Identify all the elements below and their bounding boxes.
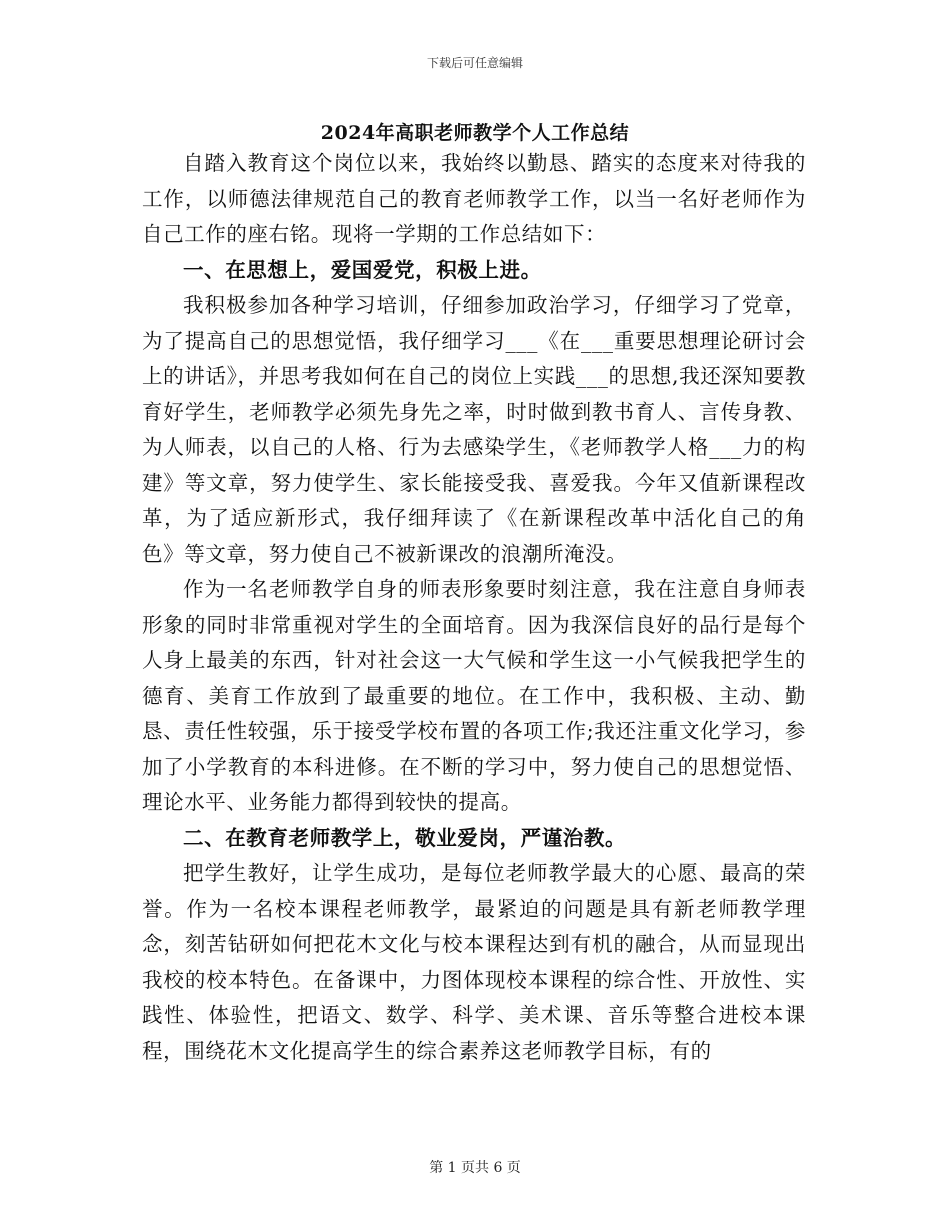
section-heading-1: 一、在思想上，爱国爱党，积极上进。 bbox=[183, 257, 542, 282]
section-heading-2: 二、在教育老师教学上，敬业爱岗，严谨治教。 bbox=[183, 825, 627, 850]
body-paragraph: 把学生教好，让学生成功，是每位老师教学最大的心愿、最高的荣誉。作为一名校本课程老师教学，最紧迫的问题是具有新老师教学理念，刻苦钻研如何把花木文化与校本课程达到有机的融合，从而显现出我校的校本特色。在备课中，力图体现校本课程的综合性、开放性、实践性、体验性，把语文、数学、科学、美术课、音乐等整合进校本课程，围绕花木文化提高学生的综合素养这老师教学目标，有的 bbox=[142, 861, 806, 1063]
document-title: 2024年高职老师教学个人工作总结 bbox=[320, 122, 630, 144]
body-paragraph: 作为一名老师教学自身的师表形象要时刻注意，我在注意自身师表形象的同时非常重视对学生的全面培育。因为我深信良好的品行是每个人身上最美的东西，针对社会这一大气候和学生这一小气候我把学生的德育、美育工作放到了最重要的地位。在工作中，我积极、主动、勤恳、责任性较强，乐于接受学校布置的各项工作;我还注重文化学习，参加了小学教育的本科进修。在不断的学习中，努力使自己的思想觉悟、理论水平、业务能力都得到较快的提高。 bbox=[142, 577, 806, 814]
intro-paragraph: 自踏入教育这个岗位以来，我始终以勤恳、踏实的态度来对待我的工作，以师德法律规范自己的教育老师教学工作，以当一名好老师作为自己工作的座右铭。现将一学期的工作总结如下： bbox=[142, 151, 806, 246]
body-paragraph: 我积极参加各种学习培训，仔细参加政治学习，仔细学习了党章，为了提高自己的思想觉悟，我仔细学习___《在___重要思想理论研讨会上的讲话》，并思考我如何在自己的岗位上实践___的思想,我还深知要教育好学生，老师教学必须先身先之率，时时做到教书育人、言传身教、为人师表，以自己的人格、行为去感染学生，《老师教学人格___力的构建》等文章，努力使学生、家长能接受我、喜爱我。今年又值新课程改革，为了适应新形式，我仔细拜读了《在新课程改革中活化自己的角色》等文章，努力使自己不被新课改的浪潮所淹没。 bbox=[142, 293, 806, 566]
document-body bbox=[142, 146, 806, 1069]
page-number-footer: 第 1 页共 6 页 bbox=[429, 1160, 521, 1176]
header-note: 下载后可任意编辑 bbox=[426, 56, 523, 70]
